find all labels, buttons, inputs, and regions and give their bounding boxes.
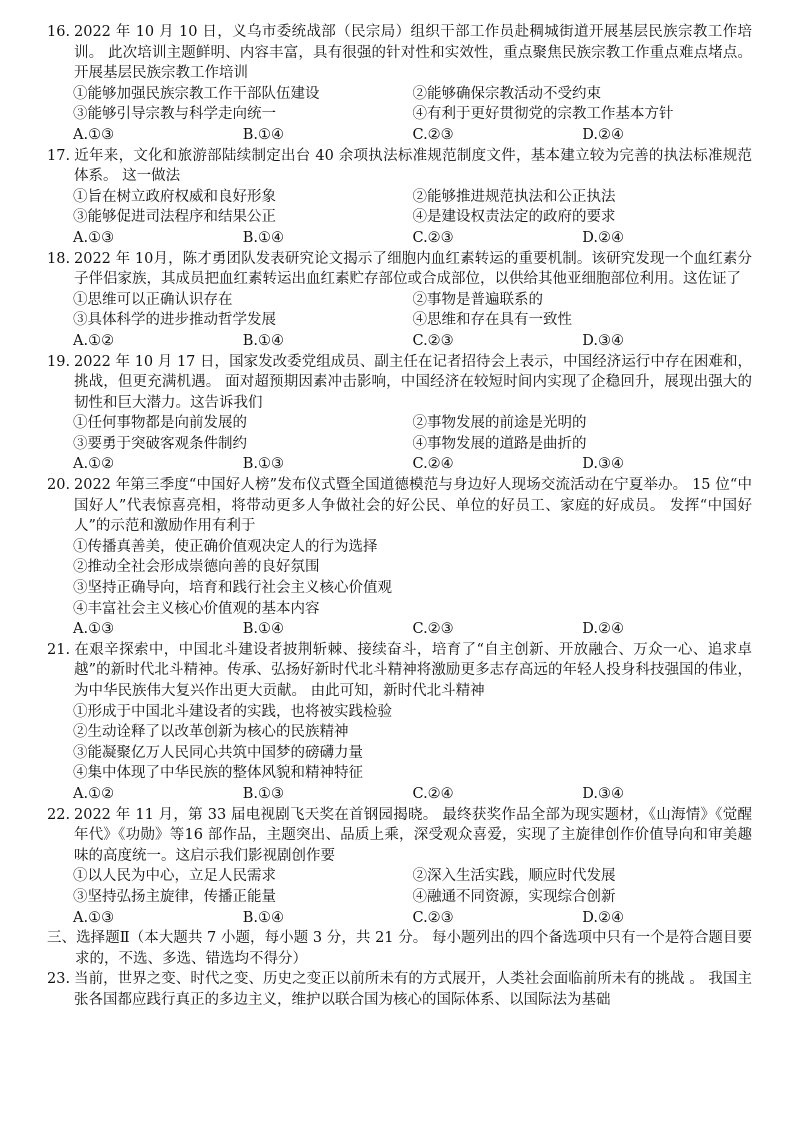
- option-row: [47, 187, 752, 208]
- question-number: 19.: [47, 353, 71, 370]
- option-row: [47, 290, 752, 311]
- question-stem: [47, 640, 752, 702]
- answer-choices: [47, 331, 752, 352]
- question-number: 16.: [47, 24, 71, 40]
- option-4: ④有利于更好贯彻党的宗教工作基本方针: [412, 106, 674, 123]
- answer-choices: [47, 228, 752, 249]
- option-2: ②能够推进规范执法和公正执法: [412, 188, 616, 205]
- answer-choices: [47, 908, 752, 929]
- answer-c: C.②④: [412, 785, 454, 802]
- answer-b: B.①④: [242, 909, 285, 926]
- question-stem: [47, 146, 752, 187]
- answer-b: B.①③: [242, 785, 285, 802]
- option-row: [47, 413, 752, 434]
- answer-d: D.③④: [582, 456, 624, 473]
- option-4: ④丰富社会主义核心价值观的基本内容: [73, 600, 320, 617]
- option-3: ③具体科学的进步推动哲学发展: [73, 312, 276, 329]
- option-1: ①形成于中国北斗建设者的实践，也将被实践检验: [73, 703, 392, 720]
- answer-choices: [47, 125, 752, 146]
- option-3: ③能凝聚亿万人民同心共筑中国梦的磅礴力量: [73, 744, 363, 761]
- option-1: ①旨在树立政府权威和良好形象: [73, 188, 276, 205]
- option-2: ②推动全社会形成崇德向善的良好氛围: [73, 559, 320, 576]
- answer-d: D.②④: [582, 621, 624, 638]
- question-number: 21.: [47, 641, 71, 658]
- answer-a: A.①②: [73, 456, 115, 473]
- question-text: 当前，世界之变、时代之变、历史之变正以前所未有的方式展开，人类社会面临前所未有的挑战 。 我国主张各国都应践行真正的多边主义，维护以联合国为核心的国际体系、以国际法为基础: [74, 971, 752, 1008]
- option-1: ①传播真善美，使正确价值观决定人的行为选择: [73, 538, 378, 555]
- question-number: 18.: [47, 250, 71, 267]
- question-21: [47, 640, 752, 805]
- answer-c: C.②③: [412, 621, 454, 638]
- question-number: 22.: [47, 806, 71, 823]
- answer-a: A.①③: [73, 909, 115, 926]
- section-heading: 三、选择题Ⅱ（本大题共 7 小题，每小题 3 分，共 21 分。 每小题列出的四个备选项中只有一个是符合题目要求的，不选、多选、错选均不得分）: [47, 930, 752, 967]
- question-18: [47, 249, 752, 352]
- answer-c: C.②③: [412, 229, 454, 246]
- option-4: ④集中体现了中华民族的整体风貌和精神特征: [73, 765, 363, 782]
- option-row: [47, 84, 752, 105]
- question-17: [47, 146, 752, 249]
- option-1: ①思维可以正确认识存在: [73, 291, 233, 308]
- answer-choices: [47, 454, 752, 475]
- option-3: ③能够引导宗教与科学走向统一: [73, 106, 276, 123]
- option-row: [47, 207, 752, 228]
- question-text: 2022 年 10 月 10 日，义乌市委统战部（民宗局）组织干部工作员赴稠城街道开展基层民族宗教工作培训。 此次培训主题鲜明、内容丰富，具有很强的针对性和实效性，重点聚焦民族宗教工作重点难点堵点。开展基层民族宗教工作培训: [74, 24, 752, 82]
- option-2: ②事物是普遍联系的: [412, 291, 543, 308]
- question-stem: [47, 249, 752, 290]
- question-19: [47, 352, 752, 476]
- question-text: 2022 年第三季度“中国好人榜”发布仪式暨全国道德模范与身边好人现场交流活动在宁夏举办。 15 位“中国好人”代表惊喜亮相，将带动更多人争做社会的好公民、单位的好员工、家庭的好成员。 发挥“中国好人”的示范和激励作用有利于: [74, 477, 752, 535]
- question-text: 2022 年 10月，陈才勇团队发表研究论文揭示了细胞内血红素转运的重要机制。该研究发现一个血红素分子伴侣家族，其成员把血红素转运出血红素贮存部位或合成部位，以供给其他亚细胞部位利用。这佐证了: [74, 250, 752, 288]
- question-text: 2022 年 10 月 17 日，国家发改委党组成员、副主任在记者招待会上表示，中国经济运行中存在困难和，挑战，但更充满机遇。 面对超预期因素冲击影响，中国经济在较短时间内实现了企稳回升，展现出强大的韧性和巨大潜力。这告诉我们: [74, 353, 752, 411]
- option-row: [47, 866, 752, 887]
- answer-c: C.②③: [412, 126, 454, 143]
- option-row: [47, 104, 752, 125]
- option-4: ④事物发展的道路是曲折的: [412, 435, 587, 452]
- answer-a: A.①③: [73, 621, 115, 638]
- option-3: ③能够促进司法程序和结果公正: [73, 209, 276, 226]
- question-stem: [47, 22, 752, 84]
- option-2: ②能够确保宗教活动不受约束: [412, 85, 601, 102]
- answer-d: D.②④: [582, 909, 624, 926]
- answer-a: A.①③: [73, 229, 115, 246]
- answer-d: D.②④: [582, 229, 624, 246]
- option-row: [47, 434, 752, 455]
- answer-choices: [47, 784, 752, 805]
- option-4: ④是建设权责法定的政府的要求: [412, 209, 616, 226]
- answer-c: C.②④: [412, 456, 454, 473]
- answer-d: D.③④: [582, 785, 624, 802]
- question-number: 23.: [47, 971, 71, 988]
- option-3: ③坚持弘扬主旋律，传播正能量: [73, 888, 276, 905]
- answer-b: B.①④: [242, 332, 285, 349]
- option-1: ①任何事物都是向前发展的: [73, 415, 247, 432]
- question-text: 近年来，文化和旅游部陆续制定出台 40 余项执法标准规范制度文件，基本建立较为完善的执法标准规范体系。 这一做法: [74, 147, 752, 185]
- answer-d: D.③④: [582, 332, 624, 349]
- option-3: ③坚持正确导向，培育和践行社会主义核心价值观: [73, 580, 392, 597]
- question-text: 在艰辛探索中，中国北斗建设者披荆斩棘、接续奋斗，培育了“自主创新、开放融合、万众一心、追求卓越”的新时代北斗精神。传承、弘扬好新时代北斗精神将激励更多志存高远的年轻人投身科技强国的伟业，为中华民族伟大复兴作出更大贡献。 由此可知，新时代北斗精神: [74, 641, 752, 699]
- question-stem: [47, 805, 752, 867]
- option-3: ③要勇于突破客观条件制约: [73, 435, 247, 452]
- answer-a: A.①③: [73, 126, 115, 143]
- question-23: [47, 969, 752, 1010]
- answer-a: A.①②: [73, 332, 115, 349]
- question-text: 2022 年 11 月，第 33 届电视剧飞天奖在首钢园揭晓。 最终获奖作品全部为现实题材，《山海情》《觉醒年代》《功勋》等16 部作品，主题突出、品质上乘，深受观众喜爱，实现了主旋律创作价值导向和审美趣味的高度统一。这启示我们影视剧创作要: [74, 806, 752, 864]
- question-22: [47, 805, 752, 929]
- option-1: ①能够加强民族宗教工作干部队伍建设: [73, 85, 320, 102]
- option-2: ②事物发展的前途是光明的: [412, 415, 587, 432]
- answer-a: A.①②: [73, 785, 115, 802]
- answer-b: B.①④: [242, 229, 285, 246]
- question-16: [47, 22, 752, 146]
- option-2: ②生动诠释了以改革创新为核心的民族精神: [73, 724, 349, 741]
- answer-b: B.①④: [242, 621, 285, 638]
- exam-page: [47, 22, 752, 1011]
- option-2: ②深入生活实践，顺应时代发展: [412, 868, 616, 885]
- option-1: ①以人民为中心，立足人民需求: [73, 868, 276, 885]
- question-stem: [47, 969, 752, 1010]
- question-20: [47, 475, 752, 640]
- question-number: 20.: [47, 477, 71, 494]
- option-row: [47, 887, 752, 908]
- option-4: ④思维和存在具有一致性: [412, 312, 572, 329]
- option-row: [47, 310, 752, 331]
- answer-c: C.②③: [412, 909, 454, 926]
- option-4: ④融通不同资源，实现综合创新: [412, 888, 616, 905]
- answer-d: D.②④: [582, 126, 624, 143]
- answer-choices: [47, 619, 752, 640]
- question-stem: [47, 352, 752, 414]
- answer-b: B.①③: [242, 456, 285, 473]
- question-number: 17.: [47, 147, 71, 164]
- answer-b: B.①④: [242, 126, 285, 143]
- question-stem: [47, 475, 752, 537]
- answer-c: C.②③: [412, 332, 454, 349]
